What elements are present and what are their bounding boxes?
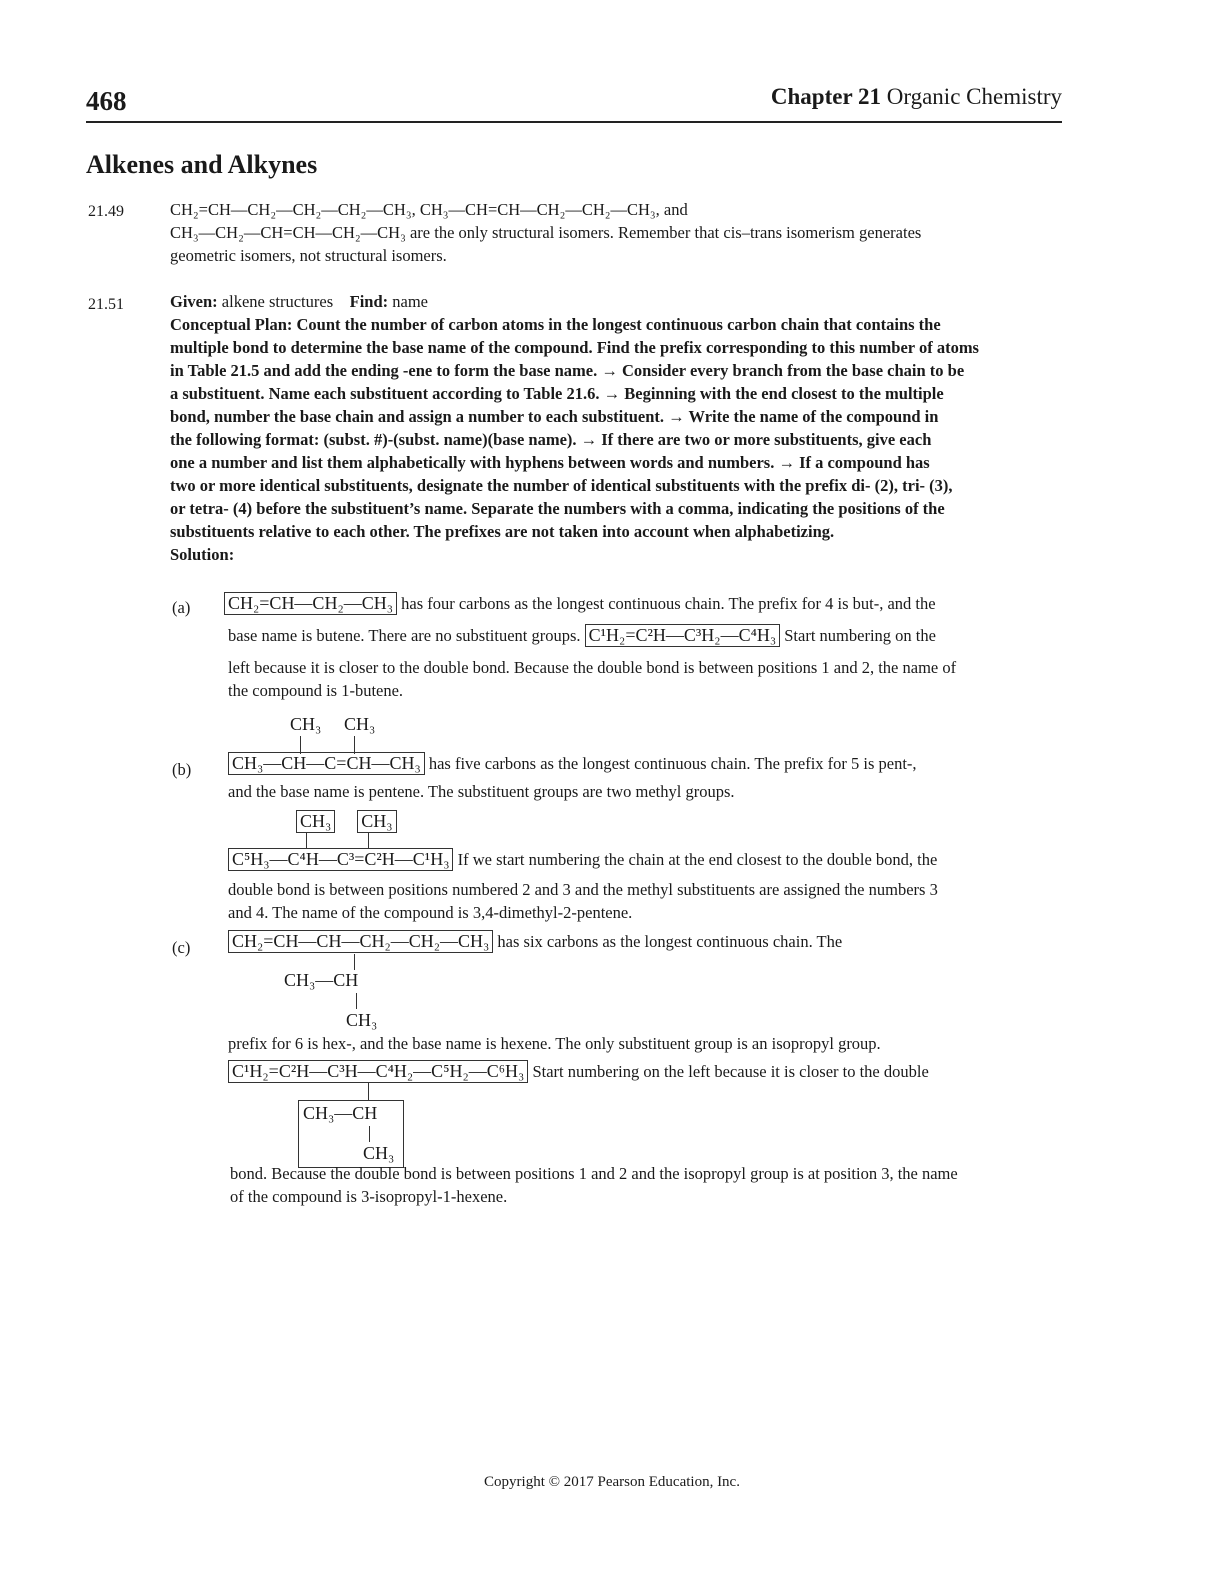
copyright-notice: Copyright © 2017 Pearson Education, Inc.: [484, 1474, 740, 1490]
part-c-label: (c): [172, 938, 191, 957]
plan-line: a substituent. Name each substituent according to Table 21.6. → Beginning with the end closest to the multiple: [170, 384, 944, 403]
part-c-text: bond. Because the double bond is between positions 1 and 2 and the isopropyl group is at position 3, the name: [230, 1164, 958, 1183]
given-label: Given:: [170, 292, 218, 311]
chapter-title: [771, 84, 1062, 110]
formula-isopropylhexene-numbered: C¹H₂=C²H—C³H—C⁴H₂—C⁵H₂—C⁶H₃: [228, 1060, 528, 1083]
answer-line: geometric isomers, not structural isomers.: [170, 246, 447, 265]
part-b-text: double bond is between positions numbered 2 and 3 and the methyl substituents are assigned the numbers 3: [228, 880, 938, 899]
isopropyl-branch: CH₃—CH: [284, 970, 359, 990]
solution-label: Solution:: [170, 545, 235, 564]
part-a-text: base name is butene. There are no substituent groups.: [228, 626, 581, 645]
methyl-sub-3: CH₃: [296, 810, 335, 833]
part-b-text: and 4. The name of the compound is 3,4-dimethyl-2-pentene.: [228, 903, 633, 922]
part-b-line1: [228, 752, 917, 775]
part-b-text: has five carbons as the longest continuous chain. The prefix for 5 is pent-,: [428, 754, 917, 773]
bond-line: [306, 833, 307, 849]
methyl-sub-1: CH₃: [290, 714, 322, 734]
methyl-sub-4: CH₃: [357, 810, 396, 833]
plan-line: or tetra- (4) before the substituent’s name. Separate the numbers with a comma, indicating the positions of the: [170, 499, 945, 518]
section-title: Alkenes and Alkynes: [86, 150, 318, 179]
part-a-text: the compound is 1-butene.: [228, 681, 404, 700]
part-c-text: Start numbering on the left because it is closer to the double: [532, 1062, 929, 1081]
bond-line: [356, 993, 357, 1009]
plan-line: the following format: (subst. #)-(subst. name)(base name). → If there are two or more substituents, give each: [170, 430, 932, 449]
plan-line: in Table 21.5 and add the ending -ene to form the base name. → Consider every branch from the base chain to be: [170, 361, 965, 380]
part-b-text: and the base name is pentene. The substituent groups are two methyl groups.: [228, 782, 735, 801]
part-c-line1: [228, 930, 842, 953]
plan-line: Conceptual Plan: Count the number of carbon atoms in the longest continuous carbon chain that contains the: [170, 315, 941, 334]
header-rule: [86, 121, 1062, 123]
answer-21-49: [170, 198, 921, 267]
part-a-line1: [224, 592, 936, 615]
answer-line: CH₃—CH₂—CH=CH—CH₂—CH₃ are the only structural isomers. Remember that cis–trans isomerism generates: [170, 223, 922, 242]
plan-line: bond, number the base chain and assign a number to each substituent. → Write the name of the compound in: [170, 407, 939, 426]
answer-21-51: [170, 290, 1070, 566]
methyl-sub-2: CH₃: [344, 714, 376, 734]
part-a-text: Start numbering on the: [784, 626, 936, 645]
part-b-line4: [228, 878, 938, 924]
formula-dimethylpentene-numbered: C⁵H₃—C⁴H—C³=C²H—C¹H₃: [228, 848, 453, 871]
isopropyl-branch-bottom: CH₃: [363, 1143, 395, 1163]
chapter-subject: Organic Chemistry: [881, 84, 1062, 109]
answer-line: CH₂=CH—CH₂—CH₂—CH₂—CH₃, CH₃—CH=CH—CH₂—CH₂—CH₃, and: [170, 200, 688, 219]
isopropyl-box: [298, 1100, 404, 1168]
part-a-text: left because it is closer to the double bond. Because the double bond is between positions 1 and 2, the name of: [228, 658, 957, 677]
plan-line: two or more identical substituents, designate the number of identical substituents with the prefix di- (2), tri- (3),: [170, 476, 953, 495]
part-c-text: prefix for 6 is hex-, and the base name is hexene. The only substituent group is an isopropyl group.: [228, 1034, 881, 1053]
bond-line: [354, 954, 355, 970]
chapter-number: Chapter 21: [770, 84, 881, 109]
formula-butene: CH₂=CH—CH₂—CH₃: [224, 592, 397, 615]
part-a-text: has four carbons as the longest continuous chain. The prefix for 4 is but-, and the: [401, 594, 936, 613]
find-label: Find:: [349, 292, 389, 311]
question-number-21-49: 21.49: [88, 203, 124, 220]
formula-butene-numbered: C¹H₂=C²H—C³H₂—C⁴H₃: [585, 624, 780, 647]
part-a-line2: [228, 624, 936, 647]
plan-line: substituents relative to each other. The prefixes are not taken into account when alphabetizing.: [170, 522, 835, 541]
bond-line: [368, 1083, 369, 1101]
plan-line: multiple bond to determine the base name of the compound. Find the prefix corresponding to this number of atoms: [170, 338, 979, 357]
page-number: 468: [86, 86, 127, 116]
part-b-label: (b): [172, 760, 192, 779]
isopropyl-branch: CH₃—CH: [303, 1103, 378, 1123]
part-a-label: (a): [172, 598, 191, 617]
given-find-line: [170, 290, 1070, 313]
isopropyl-branch-bottom: CH₃: [346, 1010, 378, 1030]
part-c-line4: [230, 1162, 958, 1208]
question-number-21-51: 21.51: [88, 296, 124, 313]
part-a-line3: [228, 656, 956, 702]
part-c-text: of the compound is 3-isopropyl-1-hexene.: [230, 1187, 508, 1206]
part-b-line3: [228, 848, 937, 871]
part-c-text: has six carbons as the longest continuous chain. The: [497, 932, 843, 951]
given-value: alkene structures: [217, 292, 334, 311]
methyl-sub-boxed: [296, 810, 397, 833]
conceptual-plan: [170, 313, 1070, 543]
find-value: name: [388, 292, 428, 311]
formula-isopropylhexene: CH₂=CH—CH—CH₂—CH₂—CH₃: [228, 930, 493, 953]
part-b-text: If we start numbering the chain at the end closest to the double bond, the: [457, 850, 938, 869]
bond-line: [368, 833, 369, 849]
part-c-line3: [228, 1060, 929, 1083]
plan-line: one a number and list them alphabetically with hyphens between words and numbers. → If a compound has: [170, 453, 930, 472]
formula-dimethylpentene: CH₃—CH—C=CH—CH₃: [228, 752, 425, 775]
bond-line: [369, 1126, 370, 1142]
